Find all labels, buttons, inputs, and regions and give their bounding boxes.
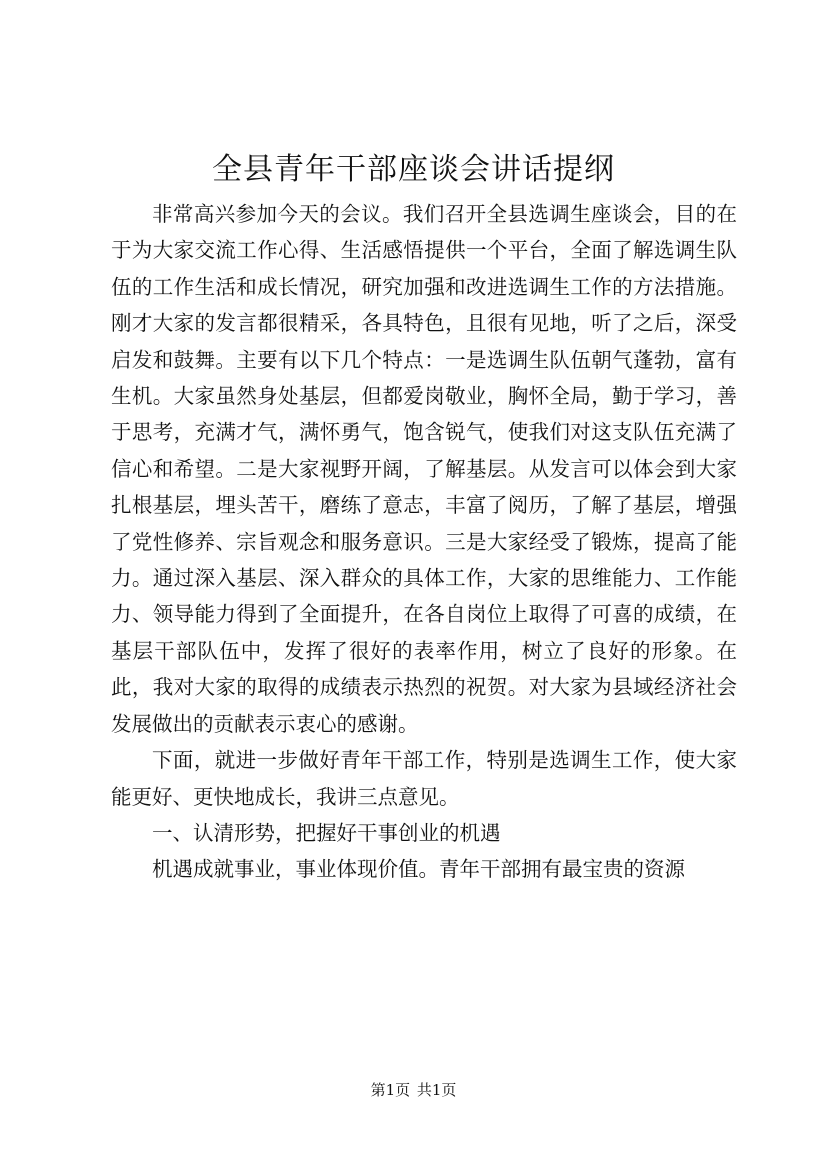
page-footer [0, 1080, 827, 1100]
body-paragraph: 机遇成就事业，事业体现价值。青年干部拥有最宝贵的资源 [152, 857, 685, 882]
body-paragraph: 非常高兴参加今天的会议。我们召开全县选调生座谈会，目的在于为大家交流工作心得、生活感悟提供一个平台，全面了解选调生队伍的工作生活和成长情况，研究加强和改进选调生工作的方法措施。刚才大家的发言都很精采，各具特色，且很有见地，听了之后，深受启发和鼓舞。主要有以下几个特点：一是选调生队伍朝气蓬勃，富有生机。大家虽然身处基层，但都爱岗敬业，胸怀全局，勤于学习，善于思考，充满才气，满怀勇气，饱含锐气，使我们对这支队伍充满了信心和希望。二是大家视野开阔，了解基层。从发言可以体会到大家扎根基层，埋头苦干，磨练了意志，丰富了阅历，了解了基层，增强了党性修养、宗旨观念和服务意识。三是大家经受了锻炼，提高了能力。通过深入基层、深入群众的具体工作，大家的思维能力、工作能力、领导能力得到了全面提升，在各自岗位上取得了可喜的成绩，在基层干部队伍中，发挥了很好的表率作用，树立了良好的形象。在此，我对大家的取得的成绩表示热烈的祝贺。对大家为县域经济社会发展做出的贡献表示衷心的感谢。 [111, 202, 737, 736]
body-paragraph: 下面，就进一步做好青年干部工作，特别是选调生工作，使大家能更好、更快地成长，我讲三点意见。 [111, 748, 737, 809]
section-heading: 一、认清形势，把握好干事创业的机遇 [152, 820, 501, 845]
document-title: 全县青年干部座谈会讲话提纲 [212, 152, 615, 187]
page-total: 共1页 [416, 1081, 457, 1099]
document-body [111, 196, 737, 888]
page-number: 第1页 [370, 1081, 411, 1099]
